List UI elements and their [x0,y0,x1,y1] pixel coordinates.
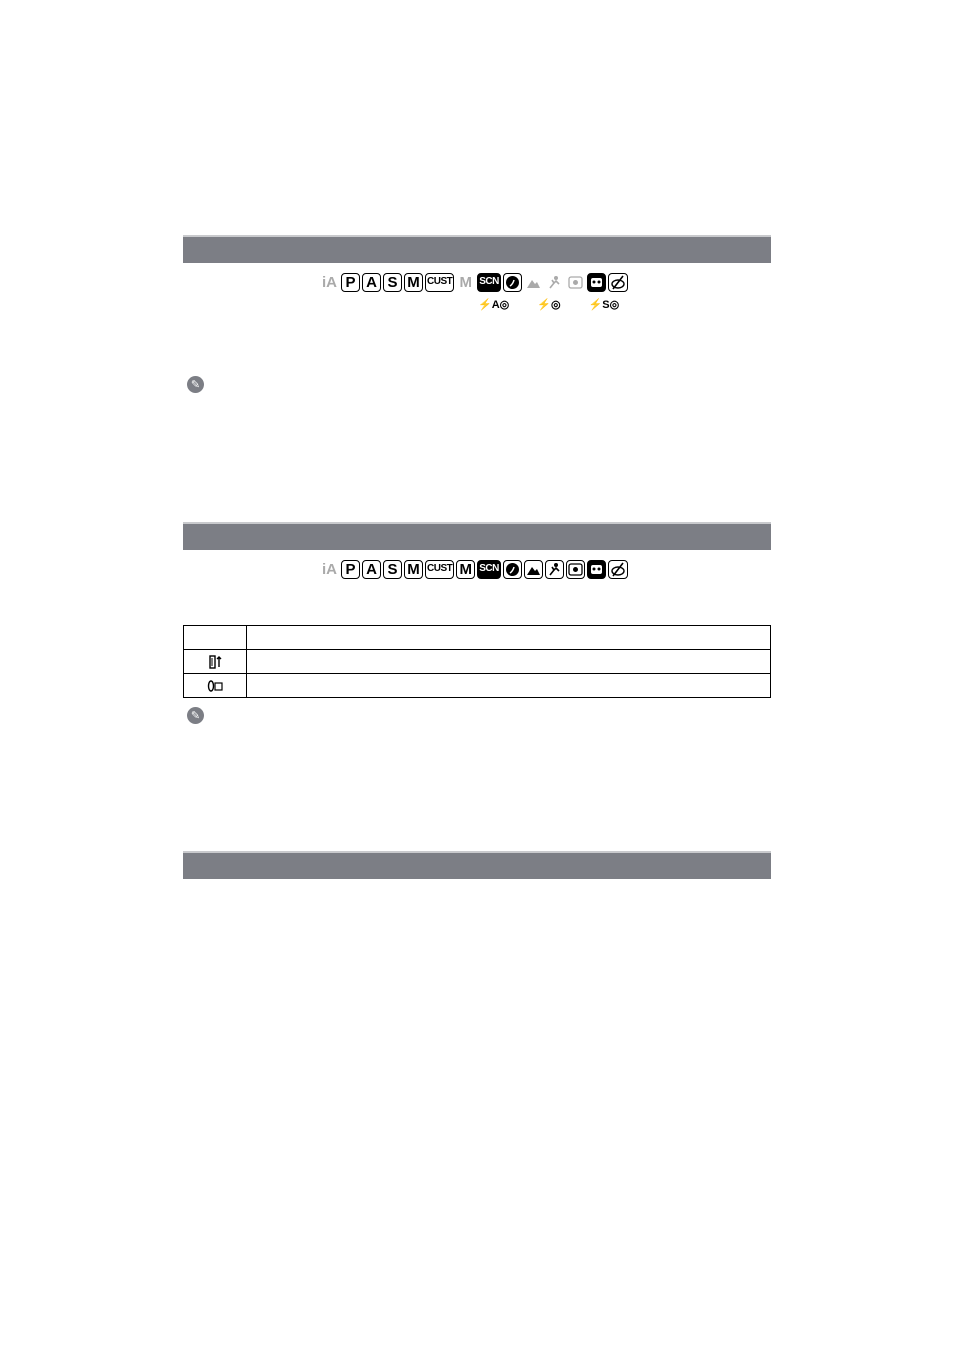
scene-mode-icon: SCN [477,560,501,579]
intelligent-auto-icon: iA [322,560,337,578]
manual-mode-icon: M [404,560,423,579]
program-mode-icon: P [341,273,360,292]
table-row [184,626,771,650]
portrait-mode-icon [503,273,522,292]
note-pencil-icon: ✎ [187,376,204,393]
my-color-mode-icon [587,560,606,579]
custom-mode-icon: CUST [425,273,454,292]
intelligent-auto-icon: iA [322,273,337,291]
scenery-mode-icon [524,273,543,292]
shutter-mode-icon: S [383,273,402,292]
mode-icons-row-2 [320,558,628,580]
section-header-band-2 [183,522,771,550]
note-pencil-icon: ✎ [187,707,204,724]
creative-movie-icon: M [456,560,475,579]
table-cell-icon [184,626,247,650]
table-cell-text [247,650,771,674]
section-header-band-1 [183,235,771,263]
aperture-mode-icon: A [362,273,381,292]
close-up-mode-icon [566,560,585,579]
flash-on-red-eye-icon: ⚡◎ [537,299,561,311]
manual-mode-icon: M [404,273,423,292]
table-cell-text [247,626,771,650]
mode-icons-row-1 [320,271,628,293]
peripheral-defocus-icon [608,560,628,579]
table-row [184,650,771,674]
scenery-mode-icon [524,560,543,579]
af-area-icon [184,674,247,698]
creative-movie-icon: M [456,273,475,292]
flash-slow-sync-red-eye-icon: ⚡S◎ [588,299,620,311]
my-color-mode-icon [587,273,606,292]
settings-table [183,625,771,698]
shutter-mode-icon: S [383,560,402,579]
table-cell-text [247,674,771,698]
program-mode-icon: P [341,560,360,579]
custom-mode-icon: CUST [425,560,454,579]
aperture-mode-icon: A [362,560,381,579]
sports-mode-icon [545,560,564,579]
sports-mode-icon [545,273,564,292]
portrait-mode-icon [503,560,522,579]
flash-icons-row [478,298,619,311]
section-header-band-3 [183,851,771,879]
close-up-mode-icon [566,273,585,292]
eye-sensor-af-icon [184,650,247,674]
peripheral-defocus-icon [608,273,628,292]
flash-auto-red-eye-icon: ⚡A◎ [478,299,510,311]
table-row [184,674,771,698]
scene-mode-icon: SCN [477,273,501,292]
